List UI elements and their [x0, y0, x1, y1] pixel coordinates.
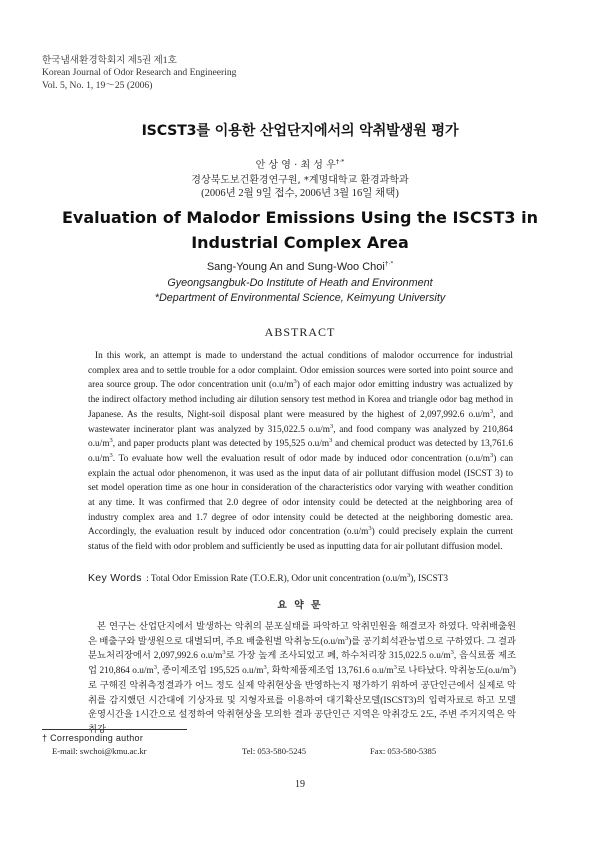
summary-text-5: , 종이제조업 195,525 o.u/m [156, 666, 264, 677]
abstract-text-5: , and paper products plant was detected by 195,525 o.u/m [112, 439, 330, 450]
corresponding-email: E-mail: swchoi@kmu.ac.kr [52, 746, 147, 756]
superscript-3: 3 [222, 649, 226, 657]
superscript-3: 3 [450, 649, 454, 657]
english-affiliation-1: Gyeongsangbuk-Do Institute of Heath and Environment [167, 277, 433, 289]
keywords [88, 572, 448, 584]
keywords-label: Key Words [88, 572, 142, 584]
korean-author-names: 안 상 영 · 최 성 우 [255, 160, 336, 171]
journal-name-korean: 한국냄새환경학회지 제5권 제1호 [42, 55, 177, 66]
received-accepted-dates: (2006년 2월 9일 접수, 2006년 3월 16일 채택) [201, 188, 399, 199]
superscript-3: 3 [490, 451, 494, 459]
abstract-text-9: ) could precisely explain the current status of the field with odor problem and sufficiently be used as inputting data for air pollutant diffusion model. [88, 527, 513, 553]
superscript-3: 3 [344, 634, 349, 642]
footnote-divider [42, 729, 187, 730]
journal-header [42, 55, 236, 92]
superscript-3: 3 [368, 525, 372, 533]
summary-text-4: , 음식료품 제조업 210,864 o.u/m [88, 651, 516, 677]
abstract-body [88, 349, 513, 555]
abstract-text-4: , and food company was analyzed by 210,864 o.u/m [88, 424, 513, 450]
korean-summary-body [88, 620, 516, 738]
summary-text-1: 본 연구는 산업단지에서 발생하는 악취의 분포실태를 파악하고 악취민원을 해결코자 하였다. 악취배출원은 배출구와 발생원으로 대별되며, 주요 배출원별 악취농도(o.u/m [88, 622, 516, 647]
korean-author-mark: †·* [335, 157, 345, 166]
summary-text-8: )로 구해진 악취측정결과가 어느 정도 실제 악취현상을 반영하는지 평가하기 위하여 공단인근에서 실제로 악취를 감지했던 시간대에 기상자료 및 지형자료를 이용하여 대기확산모델(ISCST3)의 입력자료로 하고 모델 운영시간을 1시간으로 설정하여 악취현상을 모의한 결과 공단인근 지역은 악취강도 2도, 주변 주거지역은 악취강 [88, 666, 516, 735]
superscript-3: 3 [109, 437, 113, 445]
abstract-heading: ABSTRACT [264, 325, 336, 339]
abstract-text-3: , and wastewater incinerator plant was analyzed by 315,022.5 o.u/m [88, 409, 513, 435]
abstract-text-8: ) can explain the actual odor phenomenon, it was used as the input data of air pollutant diffusion model (ISCST 3) to set model operation time as one hour in consideration of the characteristics odor varying with weather condition at any time. It was confirmed that 2.0 degree of odor intensity could be detected at the neighboring area of industry complex area and 1.7 degree of odor intensity could be detected at the neighboring domestic area. Accordingly, the evaluation result by induced odor concentration (o.u/m [88, 453, 513, 538]
page-number: 19 [295, 779, 305, 790]
keywords-text-a: : Total Odor Emission Rate (T.O.E.R), Odor unit concentration (o.u/m [146, 574, 408, 584]
corresponding-fax: Fax: 053-580-5385 [370, 746, 437, 756]
abstract-text-6: and chemical product was detected by 13,761.6 o.u/m [88, 439, 514, 464]
korean-affiliation: 경상북도보건환경연구원, *계명대학교 환경과학과 [191, 175, 409, 186]
korean-title: ISCST3를 이용한 산업단지에서의 악취발생원 평가 [141, 123, 459, 139]
korean-authors [0, 156, 600, 171]
journal-volume: Vol. 5, No. 1, 19～25 (2006) [42, 79, 153, 91]
abstract-text-2: ) of each major odor emitting industry was actualized by the indirect olfactory method including air dilution sensory test method in Korea and triangle odor bag method in Japanese. As the results, Night-soil disposal plant were measured by the highest of 2,097,992.6 o.u/m [88, 380, 514, 420]
english-affiliation-2: *Department of Environmental Science, Keimyung University [154, 292, 446, 304]
superscript-3: 3 [407, 571, 411, 579]
superscript-3: 3 [109, 451, 113, 459]
english-title: Evaluation of Malodor Emissions Using the ISCST3 in Industrial Complex Area [61, 208, 539, 252]
english-author-mark: †·* [384, 260, 394, 268]
superscript-3: 3 [329, 437, 333, 445]
english-authors [0, 261, 600, 273]
english-author-names: Sang-Young An and Sung-Woo Choi [206, 261, 385, 273]
abstract-text-7: . To evaluate how well the evaluation result of odor made by induced odor concentration (o.u/m [112, 453, 491, 464]
summary-text-6: , 화학제품제조업 13,761.6 o.u/m [266, 666, 394, 677]
corresponding-author-label: † Corresponding author [42, 733, 144, 743]
superscript-3: 3 [293, 378, 297, 386]
superscript-3: 3 [393, 664, 397, 672]
superscript-3: 3 [329, 422, 334, 430]
keywords-text-b: ), ISCST3 [410, 574, 448, 584]
superscript-3: 3 [509, 664, 513, 672]
abstract-text-1: In this work, an attempt is made to understand the actual conditions of malodor occurrence for industrial complex area and to settle trouble for a odor complaint. Odor emission sources were sorted into point source and area source group. The odor concentration unit (o.u/m [88, 351, 513, 391]
summary-text-2: )를 공기희석관능법으로 구하였다. 그 결과 분뇨처리장에서 2,097,992.6 o.u/m [88, 636, 516, 662]
summary-text-7: 로 나타났다. 악취농도(o.u/m [396, 666, 510, 677]
corresponding-tel: Tel: 053-580-5245 [242, 746, 307, 756]
superscript-3: 3 [489, 407, 494, 415]
summary-text-3: 로 가장 높게 조사되었고 폐, 하수처리장 315,022.5 o.u/m [225, 651, 451, 662]
superscript-3: 3 [153, 664, 157, 672]
superscript-3: 3 [263, 664, 267, 672]
korean-summary-heading: 요 약 문 [277, 600, 323, 611]
journal-name-english: Korean Journal of Odor Research and Engineering [42, 67, 237, 79]
